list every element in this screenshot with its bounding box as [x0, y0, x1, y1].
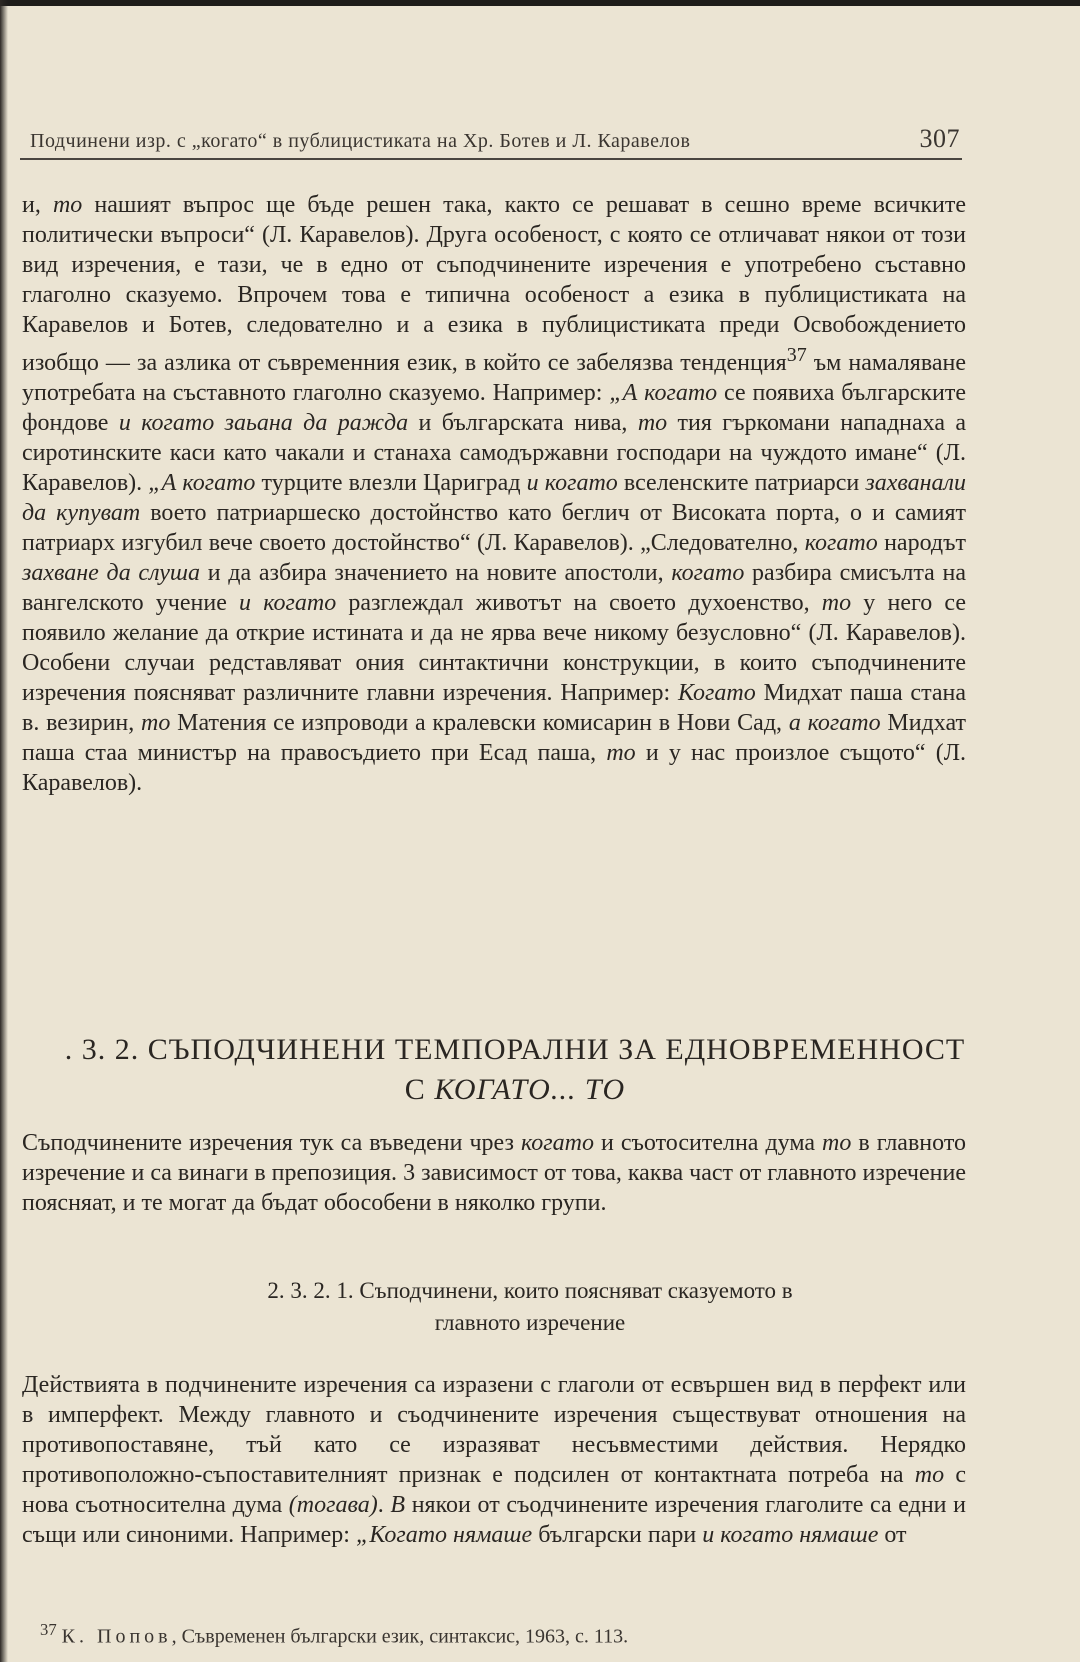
section-heading-line-2: [60, 1070, 970, 1110]
italic-run: „А когато: [609, 380, 718, 406]
text-run: от: [878, 1522, 907, 1548]
text-run: у него се появило желание да открие истината и да не ярва вече никому безусловно“ (Л. Каравелов). Особени случаи редставляват ония синтактични конструкции, в които съподчинените изречения поясняват различните главни изречения. Например:: [22, 590, 966, 706]
italic-run: то: [637, 410, 668, 436]
page-number: 307: [919, 124, 960, 153]
italic-run: то: [52, 192, 83, 218]
running-head: [30, 124, 960, 154]
text-run: някои от съодчинените изречения глаголите са едни и същи или синоними. Например:: [22, 1492, 967, 1548]
italic-run: когато: [671, 560, 745, 586]
text-run: с нова съотносителна дума: [22, 1462, 967, 1518]
text-run: Мидхат паша стаа министър на правосъдието при Есад паша,: [22, 710, 966, 766]
italic-run: а когато: [788, 710, 881, 736]
text-run: вселенските патриарси: [617, 470, 866, 496]
section-heading: [60, 1030, 970, 1110]
text-run: разглеждал животът на своето духоенство,: [336, 590, 822, 616]
subsection-heading-line-2: главното изречение: [434, 1310, 626, 1335]
paragraph-3: [22, 1370, 966, 1550]
running-head-title: Подчинени изр. с „когато“ в публицистиката на Хр. Ботев и Л. Каравелов: [30, 130, 691, 152]
italic-run: (тогава): [288, 1492, 378, 1518]
italic-run: „А когато: [148, 470, 256, 496]
text-run: и да азбира значението на новите апостоли,: [199, 560, 672, 586]
italic-run: В: [390, 1492, 406, 1518]
text-run: Съподчинените изречения тук са въведени чрез: [22, 1130, 521, 1156]
text-run: ъм намаляване употребата на съставното глаголно сказуемо. Например:: [22, 350, 966, 406]
text-run: нашият въпрос ще бъде решен така, както се решават в сешно време всичките политически въпроси“ (Л. Каравелов). Друга особеност, с която се отличават някои от този вид изречения, е тази, че в едно от съподчинените изречения е употребено съставно глаголно сказуемо. Впрочем това е типична особеност а езика в публицистиката на Каравелов и Ботев, следователно и а езика в публицистиката преди Освобождението изобщо — за азлика от съвременния език, в който се забелязва тенденция: [22, 192, 967, 376]
text-run: тия гъркомани нападнаха а сиротинските каси като чакали и станаха самодържавни господари на чуждото имане“ (Л. Каравелов).: [22, 410, 967, 496]
text-run: и българската нива,: [408, 410, 638, 436]
italic-run: то: [821, 590, 852, 616]
footnote-text: , Съвременен български език, синтаксис, 1963, с. 113.: [171, 1625, 629, 1648]
text-run: разбира смисълта на вангелското учение: [22, 560, 966, 616]
paragraph-1: [22, 190, 966, 798]
footnote-author: К. Попов: [61, 1625, 172, 1648]
italic-run: „Когато нямаше: [355, 1522, 533, 1548]
text-run: и у нас произлое същото“ (Л. Каравелов).: [22, 740, 967, 796]
text-run: Матения се изпроводи а кралевски комисарин в Нови Сад,: [170, 710, 789, 736]
text-run: български пари: [532, 1522, 703, 1548]
text-run: се появиха българските фондове: [22, 380, 967, 436]
text-run: народът: [877, 530, 966, 556]
italic-run: то: [914, 1462, 945, 1488]
text-run: и съотосителна дума: [594, 1130, 823, 1156]
text-run: .: [377, 1492, 391, 1518]
italic-run: Когато: [678, 680, 756, 706]
italic-run: когато: [804, 530, 878, 556]
header-rule: [20, 158, 962, 160]
italic-run: то: [822, 1130, 852, 1156]
text-run: турците влезли Цариград: [255, 470, 527, 496]
italic-run: и когато: [239, 590, 337, 616]
italic-run: КОГАТО... ТО: [434, 1073, 626, 1106]
text-run: Действията в подчинените изречения са изразени с глаголи от есвършен вид в перфект или в имперфект. Между главното и съодчинените изречения съществуват отношения на противопоставяне, тъй като се изразяват несъвместими действия. Нерядко противоположно-съпоставителният признак е подсилен от контактната потреба на: [22, 1372, 966, 1488]
subsection-heading: [150, 1275, 910, 1339]
italic-run: когато: [520, 1130, 594, 1156]
italic-run: то: [606, 740, 636, 766]
subsection-heading-line-1: 2. 3. 2. 1. Съподчинени, които поясняват сказуемото в: [267, 1278, 793, 1303]
footnote-ref: 37: [786, 344, 807, 366]
italic-run: и когато нямаше: [702, 1522, 879, 1548]
text-run: Мидхат паша стана в. везирин,: [22, 680, 967, 736]
italic-run: и когато: [526, 470, 618, 496]
text-run: С: [404, 1073, 435, 1106]
italic-run: захванали да купуват: [22, 470, 967, 526]
italic-run: захване да слуша: [22, 560, 200, 586]
footnote: [40, 1620, 940, 1649]
text-run: воето патриаршеско достойнство като беглич от Високата порта, о и самият патриарх изгубил вече своето достойнство“ (Л. Каравелов). „Следователно,: [22, 500, 966, 556]
text-run: и,: [22, 192, 53, 218]
section-heading-line-1: . 3. 2. СЪПОДЧИНЕНИ ТЕМПОРАЛНИ ЗА ЕДНОВРЕМЕННОСТ: [64, 1033, 966, 1066]
italic-run: и когато заьана да ражда: [118, 410, 409, 436]
paragraph-2: [22, 1128, 966, 1218]
text-run: в главното изречение и са винаги в препозиция. 3 зависимост от това, каква част от главното изречение поясняат, и те могат да бъдат обособени в няколко групи.: [22, 1130, 966, 1216]
footnote-marker: 37: [40, 1620, 57, 1639]
italic-run: то: [141, 710, 171, 736]
